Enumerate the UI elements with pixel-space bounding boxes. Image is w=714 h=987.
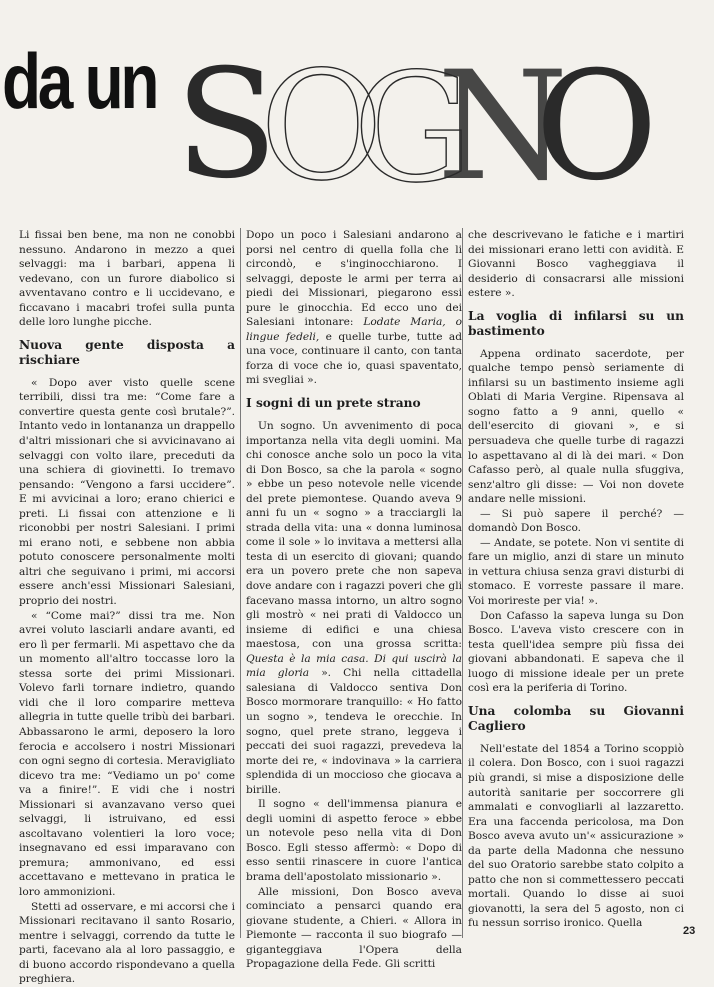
paragraph: Nell'estate del 1854 a Torino scoppiò il colera. Don Bosco, con i suoi ragazzi più grandi, si mise a disposizione delle autorità sanitarie per soccorrere gli ammalati e convogliarli al lazzaretto. Era una faccenda pericolosa, ma Don Bosco aveva avuto un'« assicurazione » da parte della Madonna che nessuno del suo Oratorio sarebbe stato colpito a patto che non si commettessero peccati mortali. Quando lo disse ai suoi giovanotti, la sera del 5 agosto, non ci fu nessun sorriso ironico. Quella [468,742,684,930]
section-heading: Una colomba su Giovanni Cagliero [468,703,684,733]
text-run: Un sogno. Un avvenimento di poca importanza nella vita degli uomini. Ma chi conosce anche solo un poco la vita di Don Bosco, sa che la parola « sogno » ebbe un peso notevole nelle vicende del prete piemontese. Quando aveva 9 anni fu un « sogno » a tracciargli la strada della vita: una « donna luminosa come il sole » lo invitava a mettersi alla testa di un esercito di giovani; quando era un povero prete che non sapeva dove andare con i ragazzi poveri che gli facevano massa intorno, un altro sogno gli mostrò « nei prati di Valdocco un insieme di edifici e una chiesa maestosa, con una grossa scritta: [246,420,462,651]
page-number: 23 [683,925,696,937]
section-heading: I sogni di un prete strano [246,396,421,411]
paragraph: Li fissai ben bene, ma non ne conobbi nessuno. Andarono in mezzo a quei selvaggi: ma i barbari, appena li vedevano, con un furore diabolico si avventavano contro e li uccidevano, e ficcavano i macabri trofei sulla punta delle loro lunghe picche. [19,229,235,329]
text-run: ». Chi nella cittadella salesiana di Valdocco sentiva Don Bosco mormorare tranquillo: « Ho fatto un sogno », tendeva le orecchie. In sogno, quel prete strano, leggeva i peccati dei suoi ragazzi, prevedeva la morte dei re, « indovinava » la carriera splendida di un moccioso che giocava a birille. [246,667,462,796]
sogno-letter-o2: O [535,40,658,214]
paragraph: Alle missioni, Don Bosco aveva cominciato a pensarci quando era giovane studente, a Chieri. « Allora in Piemonte — racconta il suo biografo — giganteggiava l'Opera della Propagazione della Fede. Gli scritti [246,885,462,971]
italic-text: Lodate Maria, o lingue fedeli, [246,316,462,343]
sogno-letter-o1: O [260,40,383,214]
paragraph [246,228,462,388]
paragraph: Il sogno « dell'immensa pianura e degli uomini di aspetto feroce » ebbe un notevole peso nella vita di Don Bosco. Egli stesso affermò: « Dopo di esso sentii rinascere in cuore l'antica brama dell'apostolato missionario ». [246,798,462,883]
column-1 [19,228,235,987]
sogno-letter-g: G [353,42,473,216]
column-3 [468,228,684,931]
paragraph: « Dopo aver visto quelle scene terribili, dissi tra me: “Come fare a convertire questa gente così brutale?”. Intanto vedo in lontananza un drappello d'altri missionari che si avvicinavano ai selvaggi con volto ilare, preceduti da una schiera di giovinetti. Io tremavo pensando: “Vengono a farsi uccidere”. E mi avvicinai a loro; erano chierici e preti. Li fissai con attenzione e li riconobbi per nostri Salesiani. I primi mi erano noti, e sebbene non abbia potuto conoscere personalmente molti altri che seguivano i primi, mi accorsi essere anch'essi Missionari Salesiani, proprio dei nostri. [19,376,235,608]
sogno-letter-n: N [437,40,569,214]
column-2 [246,228,462,972]
section-heading: La voglia di infilarsi su un bastimento [468,308,684,338]
column-rule [462,228,463,938]
column-rule [240,228,241,938]
paragraph: Stetti ad osservare, e mi accorsi che i Missionari recitavano il santo Rosario, mentre i selvaggi, correndo da tutte le parti, facevano ala al loro passaggio, e di buono accordo rispondevano a quella preghiera. [19,900,235,986]
paragraph: Don Cafasso la sapeva lunga su Don Bosco. L'aveva visto crescere con in testa quell'idea sempre più fissa dei giovani abbandonati. E sapeva che il luogo di missione ideale per un prete così era la periferia di Torino. [468,609,684,695]
italic-text: Questa è la mia casa. Di qui uscirà la mia gloria [246,652,462,680]
paragraph: Appena ordinato sacerdote, per qualche tempo pensò seriamente di infilarsi su un bastimento insieme agli Oblati di Maria Vergine. Ripensava al sogno fatto a 9 anni, quello « dell'esercito di giovani », e si persuadeva che quelle turbe di ragazzi lo aspettavano al di là dei mari. « Don Cafasso però, al quale nulla sfuggiva, senz'altro gli disse: — Voi non dovete andare nelle missioni. [468,347,684,506]
paragraph: — Si può sapere il perché? — domandò Don Bosco. [468,507,684,535]
headline-sogno-art [175,18,711,218]
paragraph [246,419,462,797]
paragraph: che descrivevano le fatiche e i martiri dei missionari erano letti con avidità. E Giovanni Bosco vagheggiava il desiderio di consacrarsi alle missioni estere ». [468,229,684,300]
text-run: e quelle turbe, tutte ad una voce, continuare il canto, con tanta forza di voce che io, quasi spaventato, mi svegliai ». [246,330,462,387]
sogno-letter-s: S [175,38,278,212]
text-run: Dopo un poco i Salesiani andarono a porsi nel centro di quella folla che li circondò, e s'inginocchiarono. I selvaggi, deposte le armi per terra ai piedi dei Missionari, piegarono essi pure le ginocchia. Ed ecco uno dei Salesiani intonare: [246,229,462,329]
section-heading: Nuova gente disposta a rischiare [19,337,235,367]
headline-prefix: da un [2,37,157,125]
paragraph: — Andate, se potete. Non vi sentite di fare un miglio, anzi di stare un minuto in vettura chiusa senza gravi disturbi di stomaco. E vorreste passare il mare. Voi morireste per via! ». [468,536,684,608]
paragraph: « “Come mai?” dissi tra me. Non avrei voluto lasciarli andare avanti, ed ero lì per fermarli. Mi aspettavo che da un momento all'altro toccasse loro la stessa sorte dei primi Missionari. Volevo farli tornare indietro, quando vidi che il loro comparire metteva allegria in tutte quelle tribù dei barbari. Abbassarono le armi, deposero la loro ferocia e accolsero i nostri Missionari con ogni segno di cortesia. Meravigliato dicevo tra me: “Vediamo un po' come va a finire!”. E vidi che i nostri Missionari si avanzavano verso quei selvaggi, li istruivano, ed essi ascoltavano volentieri la loro voce; insegnavano ed essi imparavano con premura; ammonivano, ed essi accettavano e mettevano in pratica le loro ammonizioni. [19,609,235,898]
